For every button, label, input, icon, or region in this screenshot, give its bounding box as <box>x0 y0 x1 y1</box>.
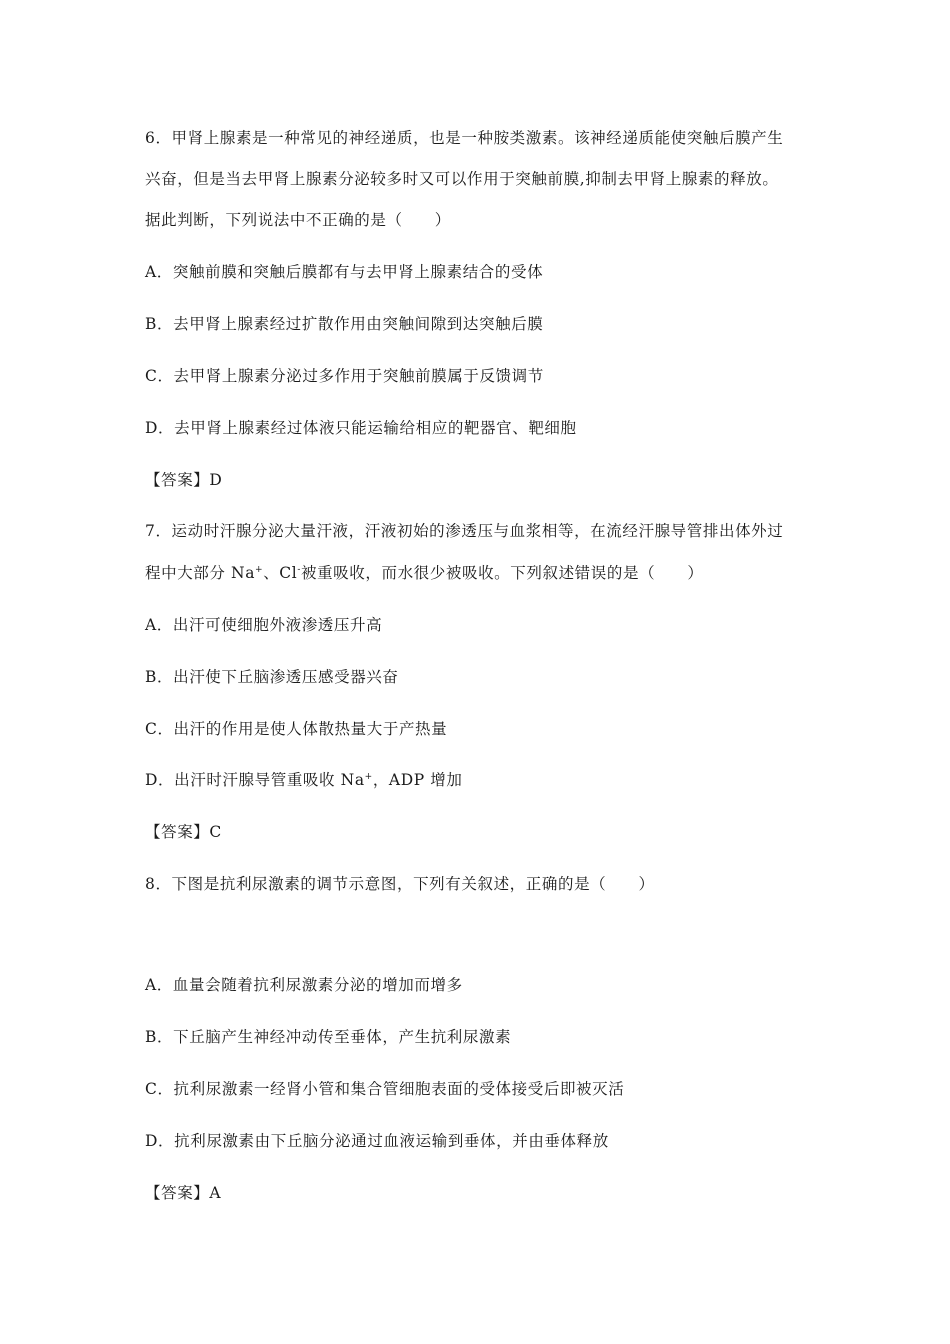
q7-stem-text: 程中大部分 Na <box>145 564 256 582</box>
q7-option-a: A．出汗可使细胞外液渗透压升高 <box>145 616 383 634</box>
q7-answer: 【答案】C <box>145 823 222 841</box>
q7-stem-text-3: 被重吸收，而水很少被吸收。下列叙述错误的是（ ） <box>300 564 704 582</box>
chloride-charge-sup: - <box>297 564 301 575</box>
q7-stem-line-1: 7．运动时汗腺分泌大量汗液，汗液初始的渗透压与血浆相等，在流经汗腺导管排出体外过 <box>145 522 784 540</box>
q6-option-b: B．去甲肾上腺素经过扩散作用由突触间隙到达突触后膜 <box>145 315 544 333</box>
q6-stem-line-3: 据此判断，下列说法中不正确的是（ ） <box>145 211 451 229</box>
q8-option-d: D．抗利尿激素由下丘脑分泌通过血液运输到垂体，并由垂体释放 <box>145 1132 609 1150</box>
q7-option-b: B．出汗使下丘脑渗透压感受器兴奋 <box>145 668 399 686</box>
q6-option-d: D．去甲肾上腺素经过体液只能运输给相应的靶器官、靶细胞 <box>145 419 577 437</box>
q8-option-a: A．血量会随着抗利尿激素分泌的增加而增多 <box>145 976 463 994</box>
q6-stem-line-2: 兴奋，但是当去甲肾上腺素分泌较多时又可以作用于突触前膜,抑制去甲肾上腺素的释放。 <box>145 170 779 188</box>
q7-option-c: C．出汗的作用是使人体散热量大于产热量 <box>145 720 448 738</box>
q6-option-a: A．突触前膜和突触后膜都有与去甲肾上腺素结合的受体 <box>145 263 544 281</box>
q6-stem-line-1: 6．甲肾上腺素是一种常见的神经递质，也是一种胺类激素。该神经递质能使突触后膜产生 <box>145 129 784 147</box>
q8-option-b: B．下丘脑产生神经冲动传至垂体，产生抗利尿激素 <box>145 1028 512 1046</box>
q7-option-d <box>145 770 463 790</box>
q8-answer: 【答案】A <box>145 1184 222 1202</box>
q7-stem-line-2 <box>145 563 703 583</box>
sodium-charge-sup: + <box>364 771 373 782</box>
q7-stem-text-2: 、Cl <box>263 564 298 582</box>
q7-option-d-text: D．出汗时汗腺导管重吸收 Na <box>145 771 365 789</box>
q7-option-d-text-2: ，ADP 增加 <box>372 771 463 789</box>
q6-answer: 【答案】D <box>145 471 223 489</box>
q8-stem-line-1: 8．下图是抗利尿激素的调节示意图，下列有关叙述，正确的是（ ） <box>145 875 655 893</box>
q8-option-c: C．抗利尿激素一经肾小管和集合管细胞表面的受体接受后即被灭活 <box>145 1080 625 1098</box>
q6-option-c: C．去甲肾上腺素分泌过多作用于突触前膜属于反馈调节 <box>145 367 544 385</box>
sodium-charge-sup: + <box>255 564 264 575</box>
